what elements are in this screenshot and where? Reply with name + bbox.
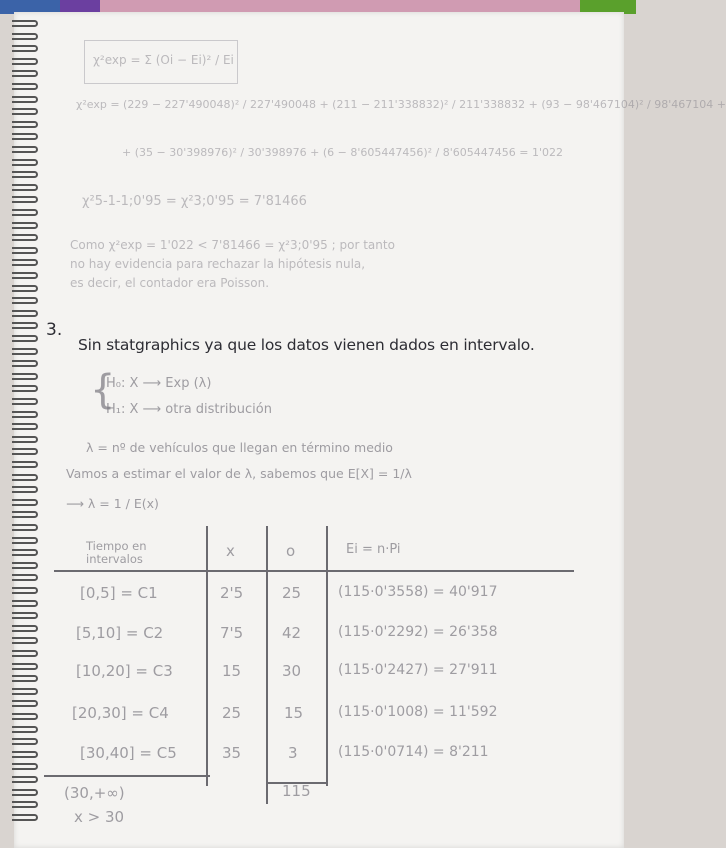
spiral-coil bbox=[12, 789, 38, 796]
cell-x: 2'5 bbox=[220, 584, 244, 602]
cell-o: 42 bbox=[282, 624, 302, 642]
spiral-coil bbox=[12, 411, 38, 418]
cell-interval: [0,5] = C1 bbox=[80, 584, 158, 602]
spiral-coil bbox=[12, 688, 38, 695]
spiral-coil bbox=[12, 474, 38, 481]
spiral-coil bbox=[12, 108, 38, 115]
spiral-coil bbox=[12, 423, 38, 430]
cell-e: (115·0'2292) = 26'358 bbox=[338, 624, 498, 640]
col-rule-2 bbox=[266, 526, 268, 804]
spiral-coil bbox=[12, 461, 38, 468]
chi-term-2: + (211 − 211'338832)² / 211'338832 bbox=[319, 98, 526, 111]
extra-interval: (30,+∞) bbox=[64, 784, 125, 802]
notebook-page bbox=[14, 12, 624, 848]
spiral-coil bbox=[12, 45, 38, 52]
header-x: x bbox=[226, 542, 235, 560]
cell-interval: [5,10] = C2 bbox=[76, 624, 164, 642]
spiral-coil bbox=[12, 663, 38, 670]
bottom-rule bbox=[44, 775, 210, 777]
spiral-coil bbox=[12, 121, 38, 128]
spiral-coil bbox=[12, 196, 38, 203]
cell-x: 15 bbox=[222, 662, 242, 680]
chi-line-2 bbox=[122, 146, 592, 159]
spiral-coil bbox=[12, 222, 38, 229]
spiral-coil bbox=[12, 70, 38, 77]
cell-x: 35 bbox=[222, 744, 242, 762]
spiral-binding bbox=[0, 20, 44, 840]
cell-o: 25 bbox=[282, 584, 302, 602]
spiral-coil bbox=[12, 726, 38, 733]
hypothesis-h1: H₁: X ⟶ otra distribución bbox=[106, 402, 272, 417]
header-o: o bbox=[286, 542, 296, 560]
spiral-coil bbox=[12, 373, 38, 380]
spiral-coil bbox=[12, 751, 38, 758]
spiral-coil bbox=[12, 348, 38, 355]
chi-term-1: χ²exp = (229 − 227'490048)² / 227'490048 bbox=[76, 98, 316, 111]
spiral-coil bbox=[12, 549, 38, 556]
spiral-coil bbox=[12, 159, 38, 166]
cell-interval: [30,40] = C5 bbox=[80, 744, 177, 762]
spiral-coil bbox=[12, 234, 38, 241]
chi-term-3: + (93 − 98'467104)² / 98'467104 bbox=[528, 98, 714, 111]
section-number: 3. bbox=[46, 320, 63, 340]
hypothesis-h0: H₀: X ⟶ Exp (λ) bbox=[106, 376, 212, 391]
spiral-coil bbox=[12, 587, 38, 594]
conclusion bbox=[70, 236, 395, 293]
extra-condition: x > 30 bbox=[74, 808, 125, 826]
spiral-coil bbox=[12, 20, 38, 27]
cell-o: 15 bbox=[284, 704, 304, 722]
spiral-coil bbox=[12, 776, 38, 783]
spiral-coil bbox=[12, 385, 38, 392]
header-rule bbox=[54, 570, 574, 572]
total-o: 115 bbox=[282, 782, 311, 800]
chi-term-5: + (35 − 30'398976)² / 30'398976 bbox=[122, 146, 307, 159]
spiral-coil bbox=[12, 713, 38, 720]
spiral-coil bbox=[12, 499, 38, 506]
spiral-coil bbox=[12, 801, 38, 808]
spiral-coil bbox=[12, 58, 38, 65]
spiral-coil bbox=[12, 83, 38, 90]
chi-result: = 1'022 bbox=[519, 146, 564, 159]
spiral-coil bbox=[12, 96, 38, 103]
spiral-coil bbox=[12, 436, 38, 443]
spiral-coil bbox=[12, 209, 38, 216]
cell-o: 3 bbox=[288, 744, 298, 762]
spiral-coil bbox=[12, 247, 38, 254]
spiral-coil bbox=[12, 537, 38, 544]
cell-e: (115·0'3558) = 40'917 bbox=[338, 584, 498, 600]
spiral-coil bbox=[12, 272, 38, 279]
chi-critical: χ²5-1-1;0'95 = χ²3;0'95 = 7'81466 bbox=[82, 194, 307, 209]
spiral-coil bbox=[12, 322, 38, 329]
cell-x: 25 bbox=[222, 704, 242, 722]
cell-x: 7'5 bbox=[220, 624, 244, 642]
cell-interval: [10,20] = C3 bbox=[76, 662, 173, 680]
spiral-coil bbox=[12, 184, 38, 191]
col-rule-1 bbox=[206, 526, 208, 786]
spiral-coil bbox=[12, 625, 38, 632]
estimate-note: Vamos a estimar el valor de λ, sabemos que E[X] = 1/λ bbox=[66, 466, 412, 481]
header-e: Ei = n·Pi bbox=[346, 542, 401, 557]
cell-o: 30 bbox=[282, 662, 302, 680]
spiral-coil bbox=[12, 650, 38, 657]
lambda-definition: λ = nº de vehículos que llegan en término medio bbox=[86, 440, 393, 455]
spiral-coil bbox=[12, 171, 38, 178]
spiral-coil bbox=[12, 562, 38, 569]
chi-term-4: + bbox=[716, 98, 726, 111]
cell-e: (115·0'2427) = 27'911 bbox=[338, 662, 498, 678]
chi-line-1 bbox=[76, 98, 726, 111]
spiral-coil bbox=[12, 259, 38, 266]
spiral-coil bbox=[12, 511, 38, 518]
spiral-coil bbox=[12, 448, 38, 455]
chi-term-6: + (6 − 8'605447456)² / 8'605447456 bbox=[310, 146, 516, 159]
spiral-coil bbox=[12, 33, 38, 40]
spiral-coil bbox=[12, 574, 38, 581]
lambda-formula: ⟶ λ = 1 / E(x) bbox=[66, 496, 159, 511]
header-interval: Tiempo en intervalos bbox=[86, 539, 147, 566]
conclusion-line-2: no hay evidencia para rechazar la hipótesis nula, bbox=[70, 257, 366, 271]
hypothesis-brace: { bbox=[90, 367, 116, 413]
conclusion-line-3: es decir, el contador era Poisson. bbox=[70, 276, 270, 290]
spiral-coil bbox=[12, 398, 38, 405]
conclusion-line-1: Como χ²exp = 1'022 < 7'81466 = χ²3;0'95 ; por tanto bbox=[70, 238, 395, 252]
spiral-coil bbox=[12, 297, 38, 304]
spiral-coil bbox=[12, 763, 38, 770]
spiral-coil bbox=[12, 814, 38, 821]
spiral-coil bbox=[12, 738, 38, 745]
cell-interval: [20,30] = C4 bbox=[72, 704, 169, 722]
spiral-coil bbox=[12, 637, 38, 644]
spiral-coil bbox=[12, 600, 38, 607]
spiral-coil bbox=[12, 133, 38, 140]
spiral-coil bbox=[12, 310, 38, 317]
formula-box: χ²exp = Σ (Oi − Ei)² / Ei bbox=[84, 40, 238, 84]
spiral-coil bbox=[12, 700, 38, 707]
spiral-coil bbox=[12, 486, 38, 493]
col-rule-3 bbox=[326, 526, 328, 786]
cell-e: (115·0'1008) = 11'592 bbox=[338, 704, 498, 720]
spiral-coil bbox=[12, 612, 38, 619]
spiral-coil bbox=[12, 285, 38, 292]
cell-e: (115·0'0714) = 8'211 bbox=[338, 744, 489, 760]
spiral-coil bbox=[12, 675, 38, 682]
spiral-coil bbox=[12, 146, 38, 153]
spiral-coil bbox=[12, 524, 38, 531]
section-heading: Sin statgraphics ya que los datos vienen dados en intervalo. bbox=[78, 336, 535, 354]
spiral-coil bbox=[12, 360, 38, 367]
spiral-coil bbox=[12, 335, 38, 342]
